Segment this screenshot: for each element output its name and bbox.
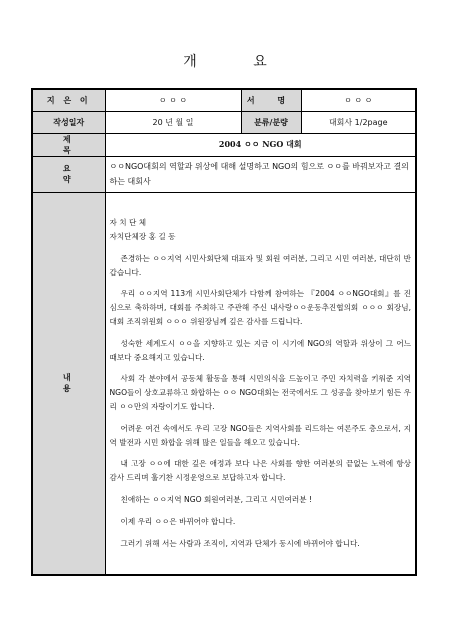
author-label: 지 은 이 (32, 89, 105, 111)
summary-label: 요 약 (32, 156, 105, 192)
summary-value: ㅇㅇNGO대회의 역할과 위상에 대해 설명하고 NGO의 힘으로 ㅇㅇ를 바꿔보자고 결의하는 대회사 (105, 156, 416, 192)
content-paragraph: 친애하는 ㅇㅇ지역 NGO 회원여러분, 그리고 시민여러분 ! (120, 494, 313, 504)
content-label: 내 용 (32, 192, 105, 575)
category-label: 분류/분량 (241, 111, 301, 133)
content-paragraph: 그러기 위해 서는 사람과 조직이, 지역과 단체가 동시에 바뀌어야 합니다. (120, 538, 360, 548)
content-speaker: 자치단체장 홍 길 동 (109, 231, 176, 241)
signature-value: ㅇ ㅇ ㅇ (301, 89, 416, 111)
date-label: 작성일자 (32, 111, 105, 133)
overview-form (31, 88, 417, 576)
date-value: 20 년 월 일 (105, 111, 241, 133)
content-paragraph: 성숙한 세계도시 ㅇㅇ을 지향하고 있는 지금 이 시기에 NGO의 역할과 위상이 그 어느 때보다 중요해지고 있습니다. (109, 338, 411, 362)
content-paragraph: 사회 각 분야에서 공동체 활동을 통해 시민의식을 드높이고 주민 자치력을 키워준 지역 NGO들이 상호교류하고 화합하는 ㅇㅇ NGO대회는 전국에서도 그 성공을 찾아보기 힘든 우리 ㅇㅇ만의 자랑이기도 합니다. (109, 374, 411, 411)
content-paragraph: 존경하는 ㅇㅇ지역 시민사회단체 대표자 및 회원 여러분, 그리고 시민 여러분, 대단히 반갑습니다. (109, 253, 411, 277)
content-heading: 자 치 단 체 (109, 218, 147, 228)
category-value: 대회사 1/2page (301, 111, 416, 133)
subject-label: 제 목 (32, 133, 105, 156)
content-paragraph: 내 고장 ㅇㅇ에 대한 깊은 애정과 보다 나은 사회를 향한 여러분의 끝없는 노력에 항상 감사 드리며 훌기찬 시정운영으로 보답하고자 합니다. (109, 459, 411, 483)
author-value: ㅇ ㅇ ㅇ (105, 89, 241, 111)
content-paragraph: 어려운 여건 속에서도 우리 고장 NGO들은 지역사회를 리드하는 여론주도 층으로서, 지역 발전과 시민 화합을 위해 많은 일들을 해오고 있습니다. (109, 423, 411, 447)
content-paragraph: 이제 우리 ㅇㅇ은 바뀌어야 합니다. (120, 516, 236, 526)
content-paragraph: 우리 ㅇㅇ지역 113개 시민사회단체가 다함께 참여하는 『2004 ㅇㅇNGO대회』를 진심으로 축하하며, 대회를 주최하고 주관해 주신 내사랑ㅇㅇ운동추진협의회 ㅇㅇㅇ 회장님, 대회 조직위원회 ㅇㅇㅇ 위원장님께 깊은 감사를 드립니다. (109, 289, 411, 326)
subject-value: 2004 ㅇㅇ NGO 대회 (105, 133, 416, 156)
content-body (105, 192, 416, 575)
document-title: 개 요 (183, 54, 293, 70)
signature-label: 서 명 (241, 89, 301, 111)
